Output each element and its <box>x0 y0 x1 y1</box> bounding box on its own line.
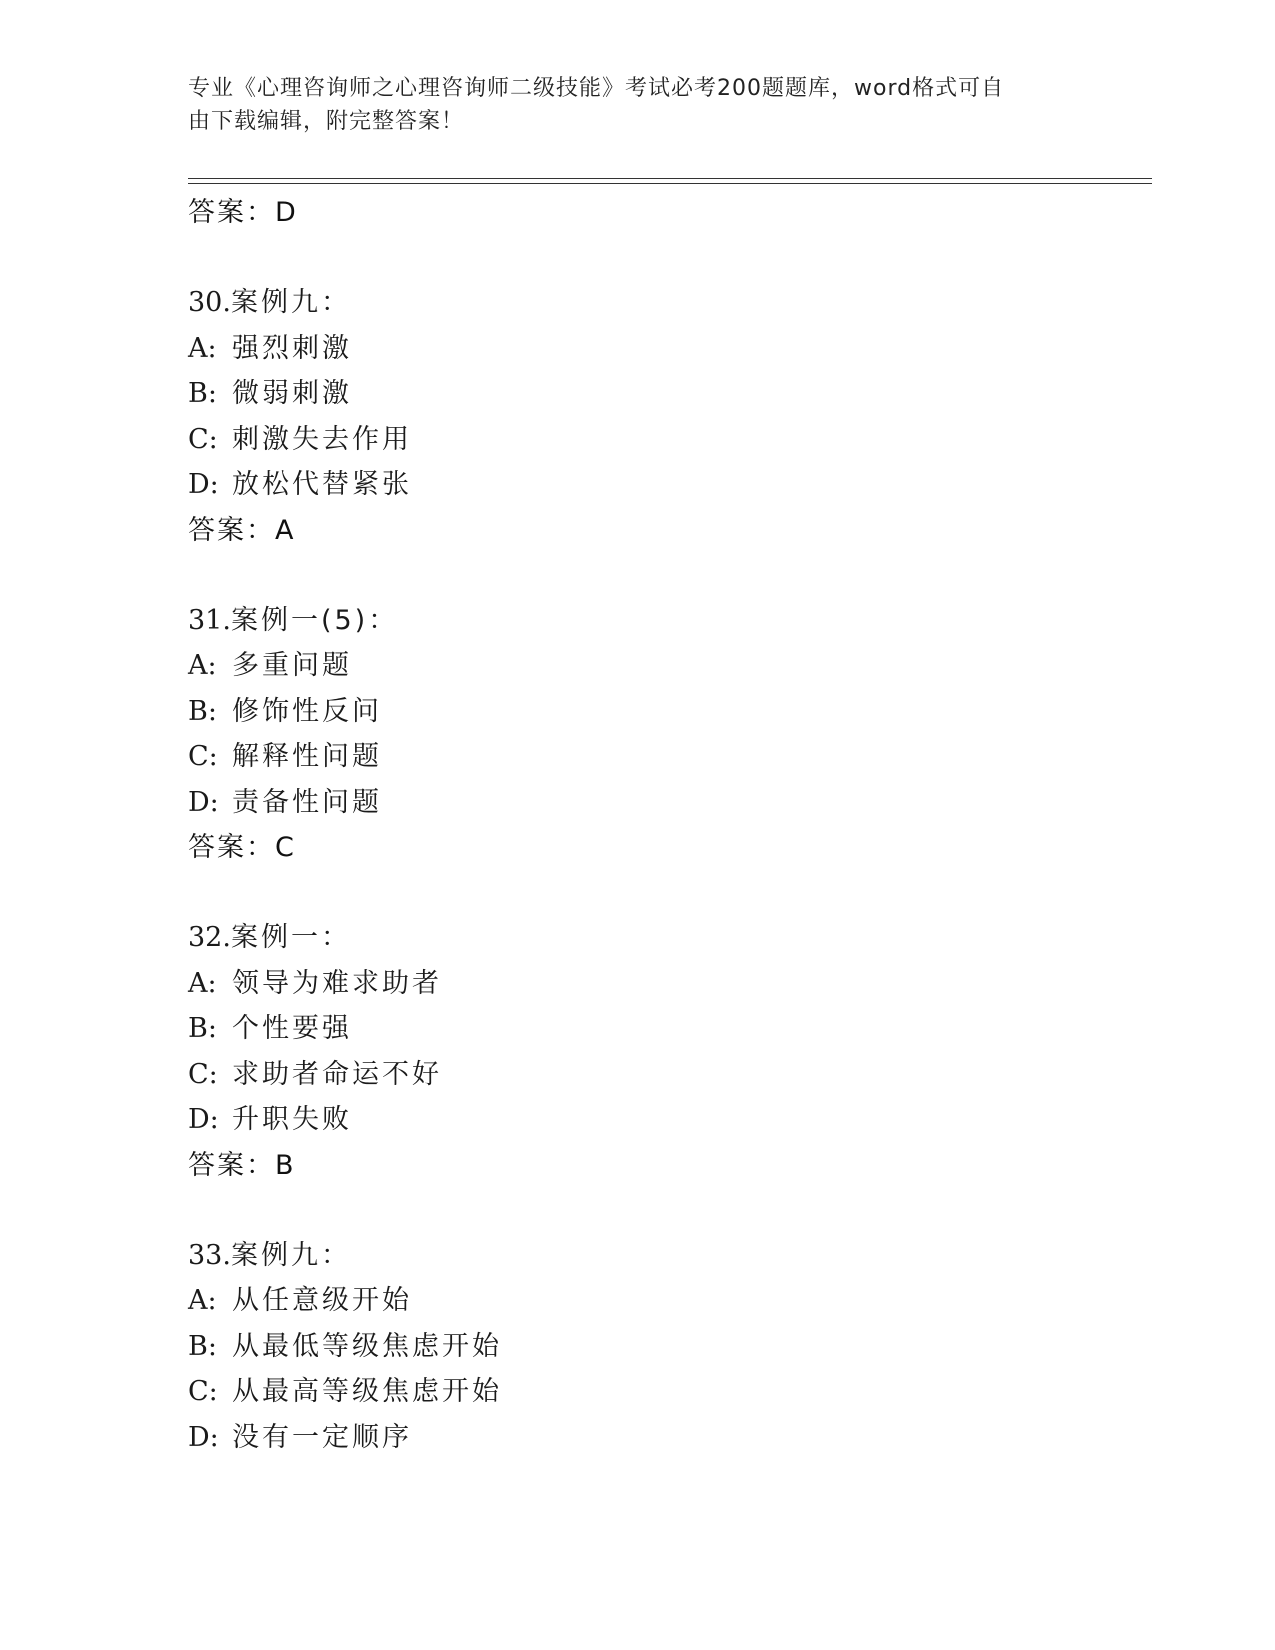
option-text: 没有一定顺序 <box>232 1421 412 1453</box>
header-line-1: 专业《心理咨询师之心理咨询师二级技能》考试必考200题题库，word格式可自 <box>188 76 1005 101</box>
option-c <box>188 1052 1148 1098</box>
option-text: 个性要强 <box>232 1013 352 1044</box>
option-letter: B: <box>188 378 217 409</box>
option-a <box>188 1278 1148 1324</box>
option-text: 放松代替紧张 <box>232 469 412 500</box>
option-c <box>188 417 1148 463</box>
option-letter: D: <box>188 1421 219 1453</box>
option-text: 从最低等级焦虑开始 <box>232 1330 502 1362</box>
question-33 <box>188 1233 1148 1461</box>
option-text: 解释性问题 <box>232 741 382 772</box>
question-text: 案例九： <box>230 1239 351 1271</box>
option-b <box>188 1324 1148 1370</box>
question-title <box>188 1233 1148 1279</box>
option-d <box>188 780 1148 826</box>
option-letter: A: <box>188 967 217 999</box>
question-number: 31. <box>188 604 231 636</box>
option-b <box>188 689 1148 735</box>
option-text: 求助者命运不好 <box>232 1058 442 1090</box>
option-a <box>188 643 1148 689</box>
header-divider-bottom <box>188 183 1152 184</box>
option-a <box>188 961 1148 1007</box>
previous-answer: 答案：D <box>188 197 298 228</box>
option-letter: D: <box>188 1104 219 1135</box>
question-31 <box>188 598 1148 871</box>
option-d <box>188 1415 1148 1461</box>
option-text: 从最高等级焦虑开始 <box>232 1376 502 1407</box>
option-text: 刺激失去作用 <box>232 423 412 455</box>
option-text: 多重问题 <box>232 650 352 681</box>
option-d <box>188 1097 1148 1143</box>
question-30 <box>188 280 1148 553</box>
option-letter: B: <box>188 695 217 727</box>
option-text: 从任意级开始 <box>232 1285 412 1316</box>
question-32 <box>188 915 1148 1188</box>
question-title <box>188 280 1148 326</box>
option-d <box>188 462 1148 508</box>
option-text: 强烈刺激 <box>232 332 352 364</box>
option-letter: C: <box>188 741 218 772</box>
question-number: 32. <box>188 922 231 953</box>
option-b <box>188 1006 1148 1052</box>
option-letter: C: <box>188 1058 218 1090</box>
option-text: 微弱刺激 <box>232 378 352 409</box>
option-letter: D: <box>188 786 219 818</box>
option-b <box>188 371 1148 417</box>
question-title <box>188 915 1148 961</box>
option-text: 修饰性反问 <box>232 695 382 727</box>
option-letter: C: <box>188 1376 218 1407</box>
option-letter: A: <box>188 332 217 364</box>
question-list <box>188 190 1148 1460</box>
question-text: 案例一(5)： <box>230 604 399 636</box>
question-text: 案例一： <box>230 922 351 953</box>
option-letter: C: <box>188 423 218 455</box>
question-title <box>188 598 1148 644</box>
answer: 答案：B <box>188 1149 296 1181</box>
option-text: 责备性问题 <box>232 786 382 818</box>
option-letter: B: <box>188 1013 217 1044</box>
option-text: 升职失败 <box>232 1104 352 1135</box>
answer: 答案：C <box>188 832 296 863</box>
header-divider-top <box>188 178 1152 179</box>
option-letter: D: <box>188 469 219 500</box>
option-c <box>188 1369 1148 1415</box>
option-a <box>188 326 1148 372</box>
option-c <box>188 734 1148 780</box>
question-text: 案例九： <box>230 287 351 318</box>
document-header <box>188 72 1088 138</box>
option-text: 领导为难求助者 <box>232 967 442 999</box>
question-number: 30. <box>188 287 231 318</box>
header-line-2: 由下载编辑，附完整答案！ <box>188 109 465 134</box>
question-number: 33. <box>188 1239 231 1271</box>
option-letter: B: <box>188 1330 217 1362</box>
answer: 答案：A <box>188 514 296 546</box>
option-letter: A: <box>188 1285 217 1316</box>
option-letter: A: <box>188 650 217 681</box>
